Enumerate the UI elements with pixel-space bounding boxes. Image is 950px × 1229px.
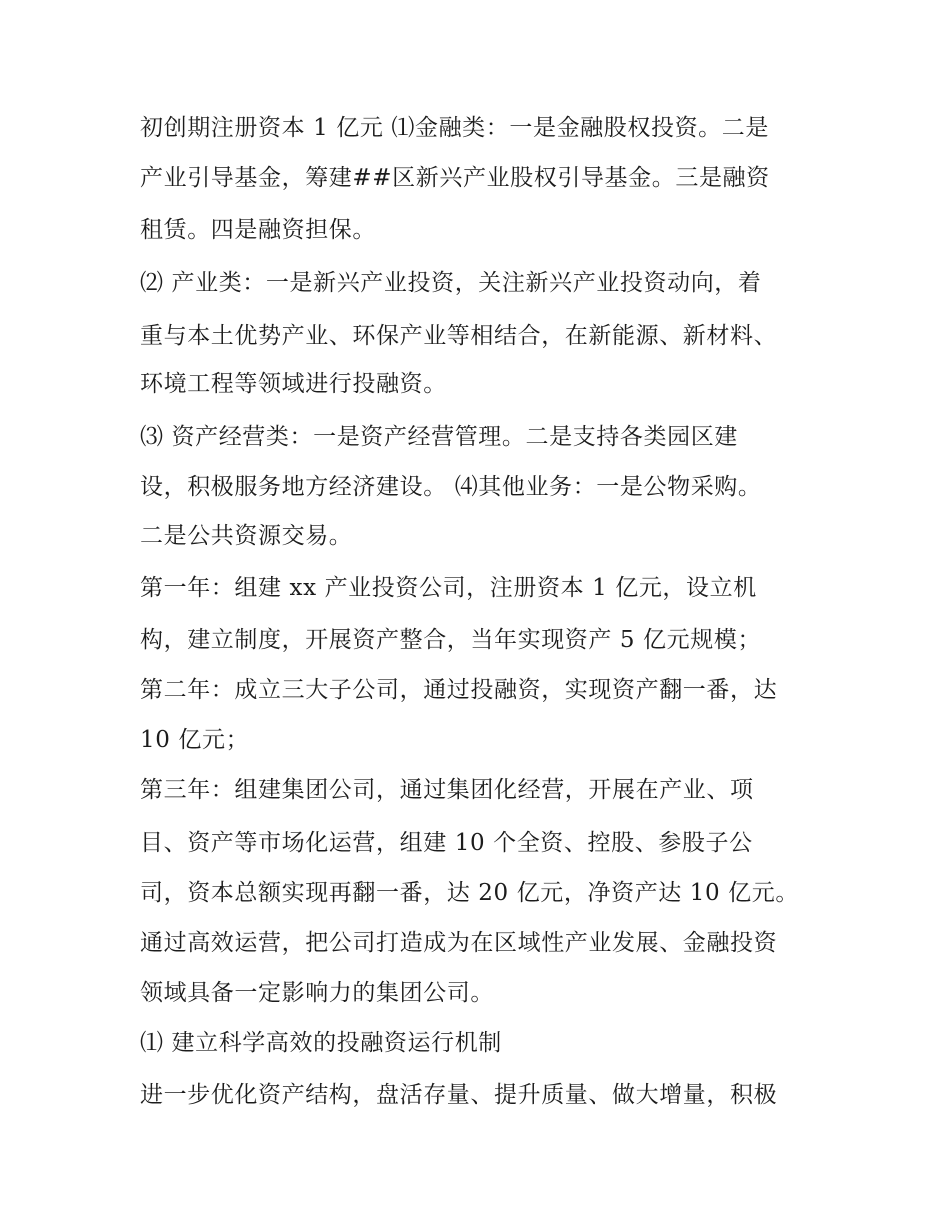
text-line-20: 进一步优化资产结构，盘活存量、提升质量、做大增量，积极 bbox=[140, 1082, 778, 1108]
text-line-19: ⑴ 建立科学高效的投融资运行机制 bbox=[140, 1030, 502, 1056]
text-line-16: 司，资本总额实现再翻一番，达 20 亿元，净资产达 10 亿元。 bbox=[140, 880, 799, 906]
text-line-14: 第三年：组建集团公司，通过集团化经营，开展在产业、项 bbox=[140, 777, 754, 803]
text-line-1: 初创期注册资本 1 亿元 ⑴金融类：一是金融股权投资。二是 bbox=[140, 115, 769, 141]
text-line-6: 环境工程等领域进行投融资。 bbox=[140, 371, 447, 397]
text-line-8: 设，积极服务地方经济建设。 ⑷其他业务：一是公物采购。 bbox=[140, 474, 762, 500]
text-line-15: 目、资产等市场化运营，组建 10 个全资、控股、参股子公 bbox=[140, 830, 753, 856]
text-line-5: 重与本土优势产业、环保产业等相结合，在新能源、新材料、 bbox=[140, 323, 778, 349]
text-line-9: 二是公共资源交易。 bbox=[140, 523, 353, 549]
text-line-17: 通过高效运营，把公司打造成为在区域性产业发展、金融投资 bbox=[140, 930, 778, 956]
text-line-12: 第二年：成立三大子公司，通过投融资，实现资产翻一番，达 bbox=[140, 677, 778, 703]
text-line-18: 领域具备一定影响力的集团公司。 bbox=[140, 980, 494, 1006]
text-line-10: 第一年：组建 xx 产业投资公司，注册资本 1 亿元，设立机 bbox=[140, 575, 757, 601]
text-line-13: 10 亿元； bbox=[140, 727, 250, 753]
text-line-7: ⑶ 资产经营类：一是资产经营管理。二是支持各类园区建 bbox=[140, 424, 738, 450]
text-line-11: 构，建立制度，开展资产整合，当年实现资产 5 亿元规模； bbox=[140, 627, 762, 653]
text-line-3: 租赁。四是融资担保。 bbox=[140, 217, 376, 243]
text-line-2: 产业引导基金，筹建##区新兴产业股权引导基金。三是融资 bbox=[140, 165, 770, 191]
text-line-4: ⑵ 产业类：一是新兴产业投资，关注新兴产业投资动向，着 bbox=[140, 270, 762, 296]
